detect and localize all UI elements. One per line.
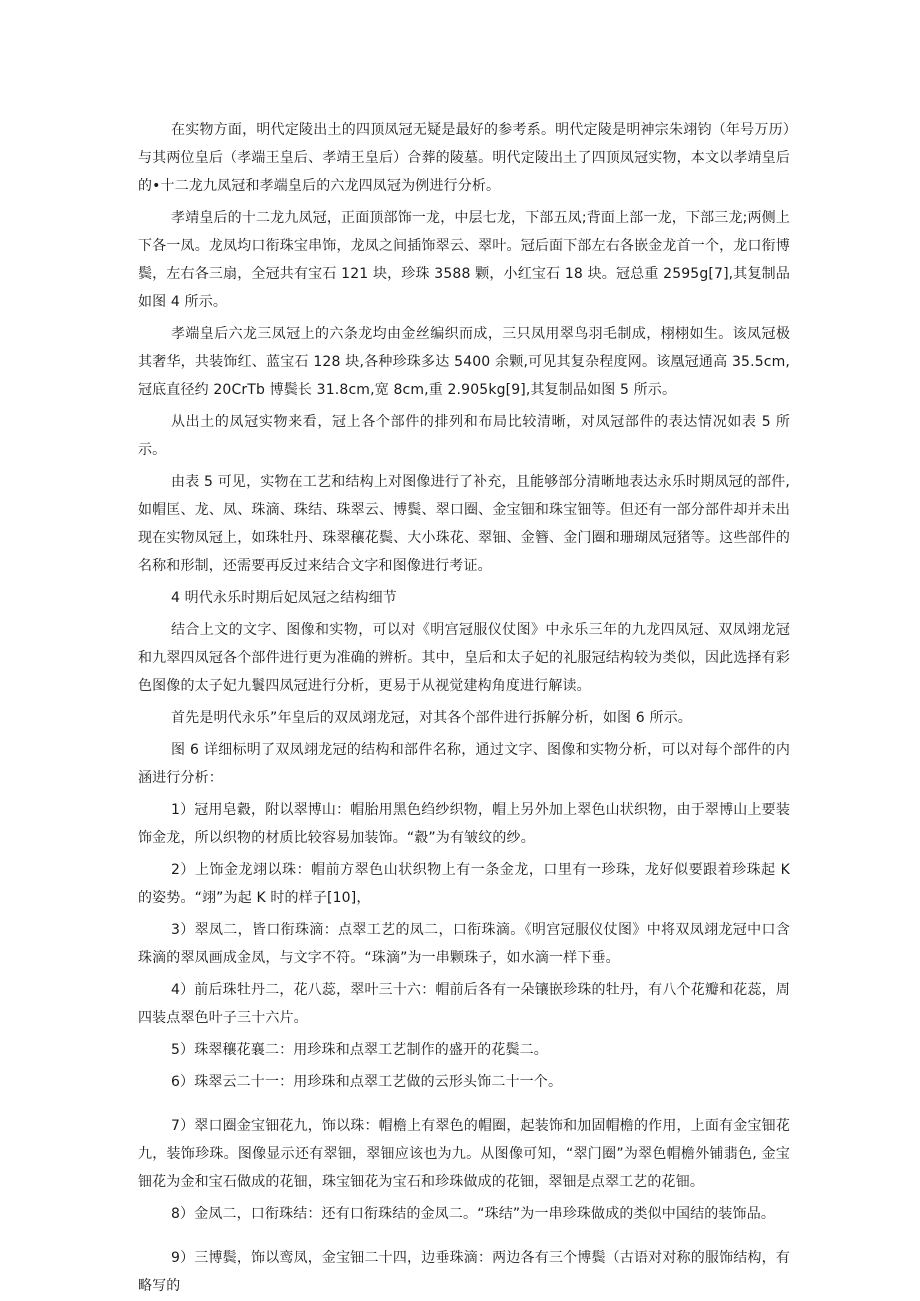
document-body [138,116,790,1300]
section-heading: 4 明代永乐时期后妃凤冠之结构细节 [171,590,397,606]
list-item-4: 4）前后珠牡丹二，花八蕊，翠叶三十六：帽前后各有一朵镶嵌珍珠的牡丹，有八个花瓣和花蕊，周四装点翠色叶子三十六片。 [138,982,790,1026]
list-item-2: 2）上饰金龙翊以珠：帽前方翠色山状织物上有一条金龙，口里有一珍珠，龙好似要跟着珍珠起 K 的姿势。“翊”为起 K 时的样子[10]， [138,862,790,906]
paragraph-section-intro: 结合上文的文字、图像和实物，可以对《明宫冠服仪仗图》中永乐三年的九龙四凤冠、双凤翊龙冠和九翠四凤冠各个部件进行更为准确的辨析。其中，皇后和太子妃的礼服冠结构较为类似，因此选择有彩色图像的太子妃九鬟四凤冠进行分析，更易于从视觉建构角度进行解读。 [138,622,790,694]
list-item-5: 5）珠翠穰花襄二：用珍珠和点翠工艺制作的盛开的花鬓二。 [171,1042,548,1058]
list-item-6: 6）珠翠云二十一：用珍珠和点翠工艺做的云形头饰二十一个。 [171,1074,563,1090]
paragraph-xiaoduan-crown: 孝端皇后六龙三凤冠上的六条龙均由金丝编织而成，三只凤用翠鸟羽毛制成，栩栩如生。该凤冠极其奢华，共装饰红、蓝宝石 128 块,各种珍珠多达 5400 余颗,可见其复杂程度网。该凰冠通高 35.5cm,冠底直径约 20CrTb 博鬓长 31.8cm,宽 8cm,重 2.905kg[9],其复制品如图 5 所示。 [138,326,790,398]
paragraph-table5-intro: 从出土的凤冠实物来看，冠上各个部件的排列和布局比较清晰，对凤冠部件的表达情况如表 5 所示。 [138,414,790,458]
list-item-3: 3）翠凤二，皆口衔珠滴：点翠工艺的凤二，口衔珠滴。《明宫冠服仪仗图》中将双凤翊龙冠中口含珠滴的翠凤画成金凤，与文字不符。“珠滴”为一串颗珠子，如水滴一样下垂。 [138,922,790,966]
list-item-8: 8）金凤二，口衔珠结：还有口衔珠结的金凤二。“珠结”为一串珍珠做成的类似中国结的装饰品。 [171,1206,776,1222]
paragraph-table5-analysis: 由表 5 可见，实物在工艺和结构上对图像进行了补充，且能够部分清晰地表达永乐时期凤冠的部件, 如帽匡、龙、凤、珠滴、珠结、珠翠云、博鬓、翠口圈、金宝钿和珠宝钿等。但还有一部分部件却并未出现在实物凤冠上，如珠牡丹、珠翠穰花鬓、大小珠花、翠钿、金簪、金门圈和珊瑚凤冠猪等。这些部件的名称和形制，还需要再反过来结合文字和图像进行考证。 [138,474,790,574]
list-item-1: 1）冠用皂縠，附以翠博山：帽胎用黑色绉纱织物，帽上另外加上翠色山状织物，由于翠博山上要装饰金龙，所以织物的材质比较容易加装饰。“縠”为有皱纹的纱。 [138,802,790,846]
paragraph-figure6-detail: 图 6 详细标明了双凤翊龙冠的结构和部件名称，通过文字、图像和实物分析，可以对每个部件的内涵进行分析： [138,742,790,786]
paragraph-figure6-intro: 首先是明代永乐”年皇后的双凤翊龙冠，对其各个部件进行拆解分析，如图 6 所示。 [171,710,692,726]
list-item-7: 7）翠口圈金宝钿花九，饰以珠：帽檐上有翠色的帽圈，起装饰和加固帽檐的作用，上面有金宝钿花九，装饰珍珠。图像显示还有翠钿，翠钿应该也为九。从图像可知，“翠门圈”为翠色帽檐外铺翡色, 金宝钿花为金和宝石做成的花钿，珠宝钿花为宝石和珍珠做成的花钿，翠钿是点翠工艺的花钿。 [138,1118,790,1190]
list-item-9: 9）三博鬓，饰以鸾凤，金宝钿二十四，边垂珠滴：两边各有三个博鬓（古语对对称的服饰结构，有略写的 [138,1250,790,1294]
paragraph-xiaojing-crown: 孝靖皇后的十二龙九凤冠，正面顶部饰一龙，中层七龙，下部五凤;背面上部一龙，下部三龙;两侧上下各一凤。龙凤均口衔珠宝串饰，龙凤之间插饰翠云、翠叶。冠后面下部左右各嵌金龙首一个，龙口衔博鬓，左右各三扇，全冠共有宝石 121 块，珍珠 3588 颗，小红宝石 18 块。冠总重 2595g[7],其复制品如图 4 所示。 [138,210,790,310]
paragraph-physical-evidence: 在实物方面，明代定陵出土的四顶凤冠无疑是最好的参考系。明代定陵是明神宗朱翊钧（年号万历）与其两位皇后（孝端王皇后、孝靖王皇后）合葬的陵墓。明代定陵出土了四顶凤冠实物，本文以孝靖皇后的•十二龙九凤冠和孝端皇后的六龙四凤冠为例进行分析。 [138,122,790,194]
